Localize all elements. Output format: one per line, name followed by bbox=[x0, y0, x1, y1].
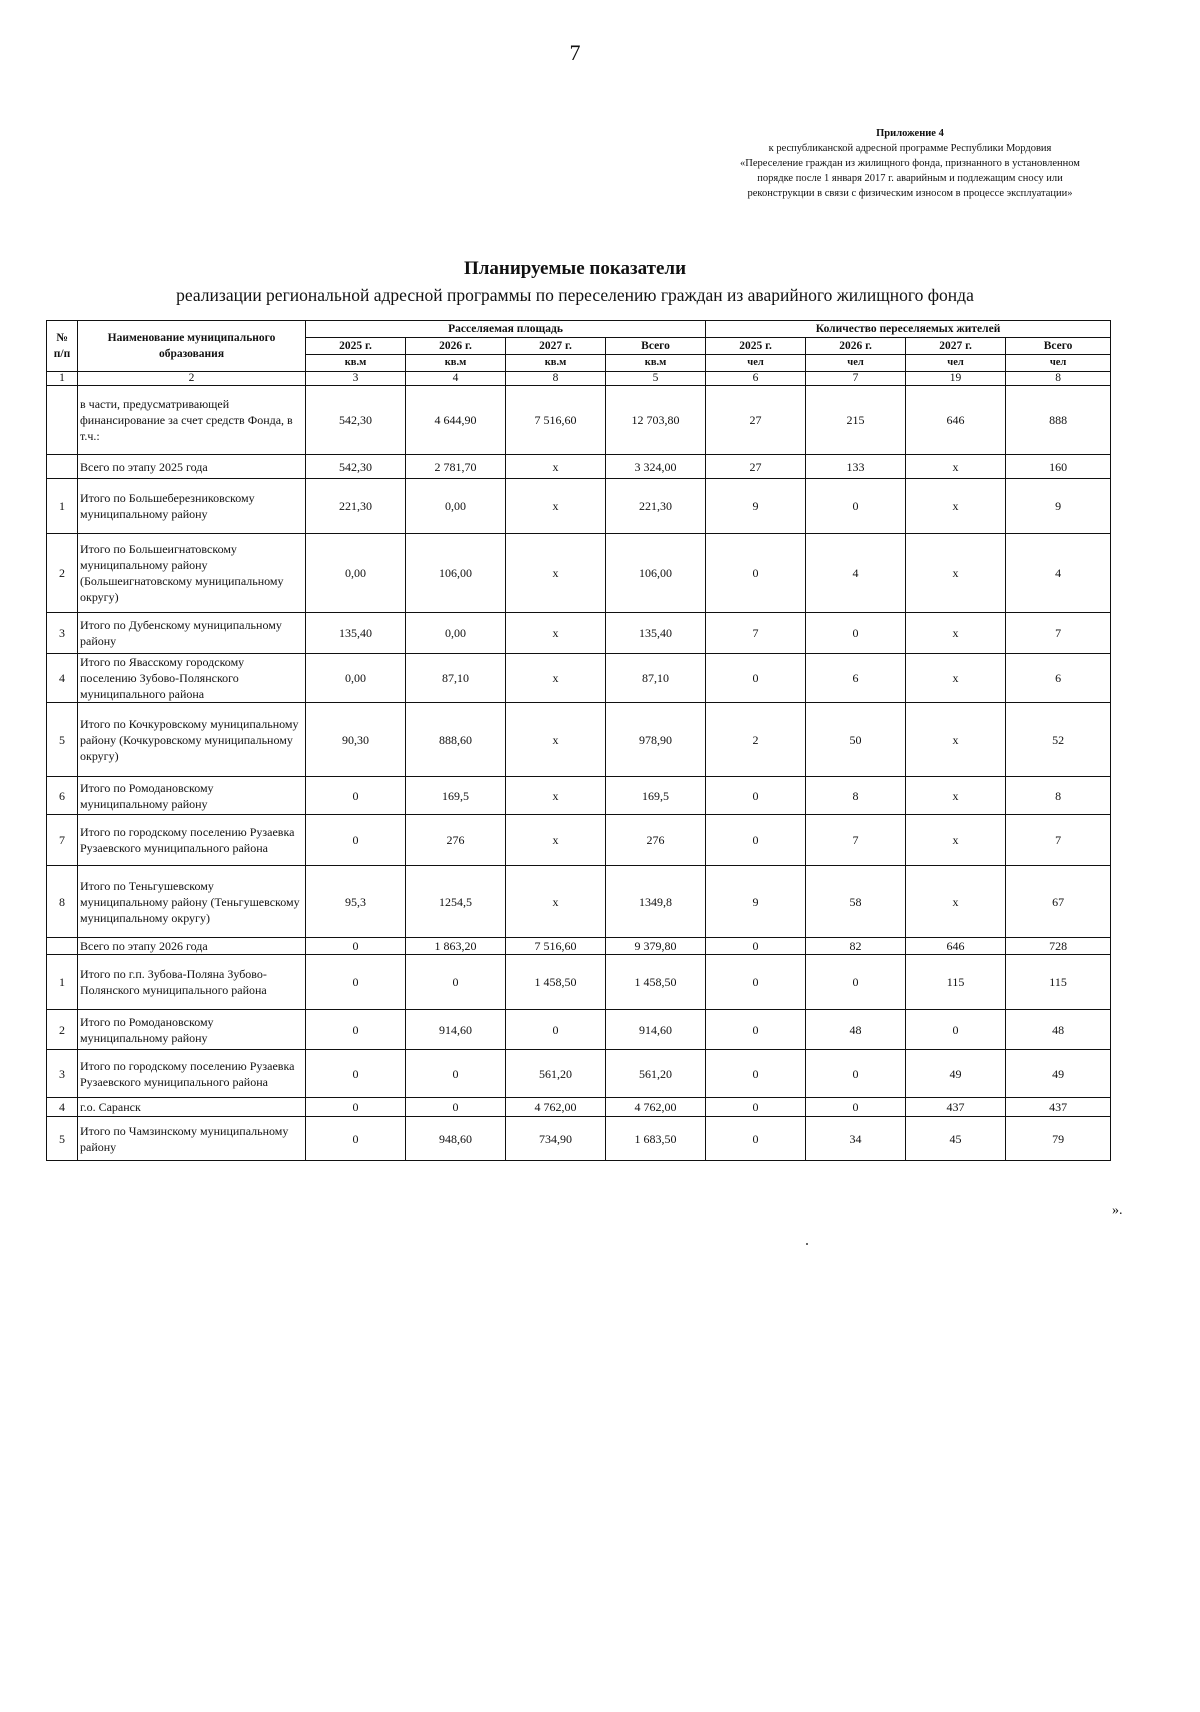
table-row bbox=[47, 455, 1111, 479]
area-value-cell: 4 644,90 bbox=[406, 386, 506, 455]
table-row bbox=[47, 386, 1111, 455]
residents-value-cell: 888 bbox=[1006, 386, 1111, 455]
area-value-cell: 90,30 bbox=[306, 703, 406, 777]
row-number bbox=[47, 386, 78, 455]
area-value-cell: 2 781,70 bbox=[406, 455, 506, 479]
col-number-header: № п/п bbox=[47, 321, 78, 372]
page-number: 7 bbox=[569, 40, 581, 65]
residents-value-cell: 27 bbox=[706, 455, 806, 479]
area-value-cell: 0,00 bbox=[406, 613, 506, 654]
residents-value-cell: 0 bbox=[806, 613, 906, 654]
column-number: 5 bbox=[606, 372, 706, 386]
area-value-cell: x bbox=[506, 455, 606, 479]
municipality-name: Итого по Большеберезниковскому муниципальному району bbox=[78, 479, 306, 534]
residents-value-cell: 8 bbox=[806, 777, 906, 815]
residents-value-cell: 0 bbox=[706, 1010, 806, 1050]
residents-value-cell: 49 bbox=[1006, 1050, 1111, 1098]
residents-value-cell: 646 bbox=[906, 938, 1006, 955]
residents-value-cell: 9 bbox=[1006, 479, 1111, 534]
residents-value-cell: 52 bbox=[1006, 703, 1111, 777]
residents-value-cell: 0 bbox=[906, 1010, 1006, 1050]
area-value-cell: 7 516,60 bbox=[506, 938, 606, 955]
residents-value-cell: 2 bbox=[706, 703, 806, 777]
row-number: 4 bbox=[47, 654, 78, 703]
appendix-line: порядке после 1 января 2017 г. аварийным и подлежащим сносу или bbox=[757, 173, 1063, 184]
area-value-cell: 0 bbox=[306, 955, 406, 1010]
area-value-cell: 542,30 bbox=[306, 455, 406, 479]
residents-value-cell: 115 bbox=[906, 955, 1006, 1010]
area-value-cell: x bbox=[506, 866, 606, 938]
table-row bbox=[47, 654, 1111, 703]
area-value-cell: 0,00 bbox=[406, 479, 506, 534]
area-value-cell: 0 bbox=[306, 1098, 406, 1117]
area-value-cell: 0 bbox=[306, 938, 406, 955]
residents-value-cell: 0 bbox=[706, 955, 806, 1010]
area-value-cell: 888,60 bbox=[406, 703, 506, 777]
table-row bbox=[47, 534, 1111, 613]
residents-value-cell: 4 bbox=[806, 534, 906, 613]
year-header: 2027 г. bbox=[506, 338, 606, 355]
row-number: 1 bbox=[47, 479, 78, 534]
appendix-line: реконструкции в связи с физическим износом в процессе эксплуатации» bbox=[747, 188, 1073, 199]
residents-value-cell: 34 bbox=[806, 1117, 906, 1161]
municipality-name: Итого по Чамзинскому муниципальному району bbox=[78, 1117, 306, 1161]
area-value-cell: x bbox=[506, 777, 606, 815]
area-value-cell: 9 379,80 bbox=[606, 938, 706, 955]
area-value-cell: 276 bbox=[606, 815, 706, 866]
area-value-cell: 0,00 bbox=[306, 654, 406, 703]
table-row bbox=[47, 479, 1111, 534]
area-value-cell: 1 458,50 bbox=[606, 955, 706, 1010]
table-row bbox=[47, 703, 1111, 777]
residents-value-cell: 9 bbox=[706, 866, 806, 938]
residents-value-cell: 48 bbox=[806, 1010, 906, 1050]
column-number: 2 bbox=[78, 372, 306, 386]
residents-value-cell: 728 bbox=[1006, 938, 1111, 955]
area-value-cell: 169,5 bbox=[406, 777, 506, 815]
indicators-table bbox=[46, 320, 1111, 1161]
residents-value-cell: 437 bbox=[1006, 1098, 1111, 1117]
residents-value-cell: 49 bbox=[906, 1050, 1006, 1098]
table-row bbox=[47, 777, 1111, 815]
residents-value-cell: 7 bbox=[806, 815, 906, 866]
column-number: 8 bbox=[506, 372, 606, 386]
area-value-cell: x bbox=[506, 815, 606, 866]
year-header: 2025 г. bbox=[706, 338, 806, 355]
table-row bbox=[47, 613, 1111, 654]
area-value-cell: 87,10 bbox=[406, 654, 506, 703]
residents-value-cell: 0 bbox=[806, 479, 906, 534]
area-value-cell: 0 bbox=[406, 1098, 506, 1117]
area-value-cell: 0 bbox=[306, 815, 406, 866]
area-value-cell: 106,00 bbox=[406, 534, 506, 613]
residents-value-cell: 437 bbox=[906, 1098, 1006, 1117]
residents-value-cell: 48 bbox=[1006, 1010, 1111, 1050]
column-number: 8 bbox=[1006, 372, 1111, 386]
area-value-cell: 0 bbox=[306, 1050, 406, 1098]
row-number: 5 bbox=[47, 1117, 78, 1161]
residents-value-cell: 0 bbox=[706, 654, 806, 703]
row-number: 2 bbox=[47, 534, 78, 613]
residents-value-cell: x bbox=[906, 534, 1006, 613]
residents-value-cell: 82 bbox=[806, 938, 906, 955]
col-name-header: Наименование муниципального образования bbox=[78, 321, 306, 372]
area-value-cell: 561,20 bbox=[606, 1050, 706, 1098]
column-number: 19 bbox=[906, 372, 1006, 386]
area-value-cell: x bbox=[506, 613, 606, 654]
unit-header: чел bbox=[1006, 355, 1111, 372]
residents-value-cell: 0 bbox=[706, 1050, 806, 1098]
column-number: 1 bbox=[47, 372, 78, 386]
municipality-name: Итого по городскому поселению Рузаевка Рузаевского муниципального района bbox=[78, 815, 306, 866]
residents-value-cell: x bbox=[906, 654, 1006, 703]
row-number: 2 bbox=[47, 1010, 78, 1050]
residents-value-cell: 646 bbox=[906, 386, 1006, 455]
residents-value-cell: 115 bbox=[1006, 955, 1111, 1010]
area-value-cell: 135,40 bbox=[306, 613, 406, 654]
municipality-name: Итого по Теньгушевскому муниципальному району (Теньгушевскому муниципальному округу) bbox=[78, 866, 306, 938]
year-header: Всего bbox=[1006, 338, 1111, 355]
area-value-cell: 221,30 bbox=[306, 479, 406, 534]
row-number: 3 bbox=[47, 1050, 78, 1098]
area-value-cell: 87,10 bbox=[606, 654, 706, 703]
residents-value-cell: 50 bbox=[806, 703, 906, 777]
row-number bbox=[47, 455, 78, 479]
group-people-header: Количество переселяемых жителей bbox=[706, 321, 1111, 338]
residents-value-cell: 215 bbox=[806, 386, 906, 455]
residents-value-cell: 6 bbox=[806, 654, 906, 703]
row-number bbox=[47, 938, 78, 955]
area-value-cell: 561,20 bbox=[506, 1050, 606, 1098]
area-value-cell: 0 bbox=[306, 1010, 406, 1050]
appendix-line: «Переселение граждан из жилищного фонда, признанного в установленном bbox=[740, 158, 1080, 169]
residents-value-cell: 0 bbox=[706, 938, 806, 955]
row-number: 4 bbox=[47, 1098, 78, 1117]
area-value-cell: 1 458,50 bbox=[506, 955, 606, 1010]
area-value-cell: 1254,5 bbox=[406, 866, 506, 938]
table-row bbox=[47, 1050, 1111, 1098]
column-number: 3 bbox=[306, 372, 406, 386]
area-value-cell: x bbox=[506, 534, 606, 613]
area-value-cell: 0 bbox=[306, 777, 406, 815]
residents-value-cell: 133 bbox=[806, 455, 906, 479]
area-value-cell: 0 bbox=[506, 1010, 606, 1050]
residents-value-cell: 58 bbox=[806, 866, 906, 938]
residents-value-cell: x bbox=[906, 777, 1006, 815]
residents-value-cell: 9 bbox=[706, 479, 806, 534]
table-row bbox=[47, 1117, 1111, 1161]
area-value-cell: 4 762,00 bbox=[606, 1098, 706, 1117]
scan-artifact bbox=[806, 1243, 808, 1245]
area-value-cell: 4 762,00 bbox=[506, 1098, 606, 1117]
municipality-name: г.о. Саранск bbox=[78, 1098, 306, 1117]
area-value-cell: 734,90 bbox=[506, 1117, 606, 1161]
unit-header: кв.м bbox=[306, 355, 406, 372]
column-number: 6 bbox=[706, 372, 806, 386]
residents-value-cell: 0 bbox=[806, 1098, 906, 1117]
area-value-cell: x bbox=[506, 479, 606, 534]
municipality-name: Итого по г.п. Зубова-Поляна Зубово-Полянского муниципального района bbox=[78, 955, 306, 1010]
residents-value-cell: 7 bbox=[1006, 613, 1111, 654]
appendix-line: к республиканской адресной программе Республики Мордовия bbox=[768, 143, 1052, 154]
area-value-cell: 95,3 bbox=[306, 866, 406, 938]
table-row bbox=[47, 866, 1111, 938]
municipality-name: Итого по Дубенскому муниципальному району bbox=[78, 613, 306, 654]
municipality-name: Итого по Кочкуровскому муниципальному району (Кочкуровскому муниципальному округу) bbox=[78, 703, 306, 777]
row-number: 6 bbox=[47, 777, 78, 815]
area-value-cell: 914,60 bbox=[406, 1010, 506, 1050]
unit-header: кв.м bbox=[506, 355, 606, 372]
municipality-name: Итого по городскому поселению Рузаевка Рузаевского муниципального района bbox=[78, 1050, 306, 1098]
residents-value-cell: 0 bbox=[706, 815, 806, 866]
year-header: 2026 г. bbox=[406, 338, 506, 355]
document-subtitle: реализации региональной адресной программы по переселению граждан из аварийного жилищного фонда bbox=[176, 285, 974, 305]
residents-value-cell: 160 bbox=[1006, 455, 1111, 479]
table-row bbox=[47, 1010, 1111, 1050]
row-number: 1 bbox=[47, 955, 78, 1010]
residents-value-cell: x bbox=[906, 613, 1006, 654]
unit-header: чел bbox=[906, 355, 1006, 372]
table-row bbox=[47, 938, 1111, 955]
residents-value-cell: 0 bbox=[806, 1050, 906, 1098]
municipality-name: в части, предусматривающей финансирование за счет средств Фонда, в т.ч.: bbox=[78, 386, 306, 455]
column-number: 4 bbox=[406, 372, 506, 386]
municipality-name: Итого по Ромодановскому муниципальному району bbox=[78, 777, 306, 815]
area-value-cell: 106,00 bbox=[606, 534, 706, 613]
residents-value-cell: 8 bbox=[1006, 777, 1111, 815]
row-number: 7 bbox=[47, 815, 78, 866]
residents-value-cell: 67 bbox=[1006, 866, 1111, 938]
area-value-cell: 7 516,60 bbox=[506, 386, 606, 455]
column-number: 7 bbox=[806, 372, 906, 386]
residents-value-cell: 79 bbox=[1006, 1117, 1111, 1161]
area-value-cell: 542,30 bbox=[306, 386, 406, 455]
area-value-cell: 914,60 bbox=[606, 1010, 706, 1050]
area-value-cell: 1 863,20 bbox=[406, 938, 506, 955]
closing-quote-mark: ». bbox=[1112, 1203, 1123, 1218]
area-value-cell: 3 324,00 bbox=[606, 455, 706, 479]
municipality-name: Итого по Большеигнатовскому муниципальному району (Большеигнатовскому муниципальному округу) bbox=[78, 534, 306, 613]
area-value-cell: 1 683,50 bbox=[606, 1117, 706, 1161]
area-value-cell: 135,40 bbox=[606, 613, 706, 654]
unit-header: чел bbox=[806, 355, 906, 372]
unit-header: кв.м bbox=[406, 355, 506, 372]
residents-value-cell: 0 bbox=[706, 777, 806, 815]
table-row bbox=[47, 955, 1111, 1010]
appendix-title: Приложение 4 bbox=[876, 128, 944, 139]
residents-value-cell: 0 bbox=[806, 955, 906, 1010]
group-area-header: Расселяемая площадь bbox=[306, 321, 706, 338]
area-value-cell: 1349,8 bbox=[606, 866, 706, 938]
municipality-name: Итого по Явасскому городскому поселению Зубово-Полянского муниципального района bbox=[78, 654, 306, 703]
residents-value-cell: x bbox=[906, 479, 1006, 534]
year-header: 2027 г. bbox=[906, 338, 1006, 355]
appendix-header bbox=[690, 126, 1130, 201]
residents-value-cell: 0 bbox=[706, 1098, 806, 1117]
residents-value-cell: 0 bbox=[706, 1117, 806, 1161]
unit-header: кв.м bbox=[606, 355, 706, 372]
area-value-cell: 0 bbox=[306, 1117, 406, 1161]
area-value-cell: 12 703,80 bbox=[606, 386, 706, 455]
residents-value-cell: 4 bbox=[1006, 534, 1111, 613]
area-value-cell: 0 bbox=[406, 955, 506, 1010]
area-value-cell: x bbox=[506, 703, 606, 777]
area-value-cell: 0 bbox=[406, 1050, 506, 1098]
row-number: 8 bbox=[47, 866, 78, 938]
area-value-cell: 0,00 bbox=[306, 534, 406, 613]
area-value-cell: 948,60 bbox=[406, 1117, 506, 1161]
municipality-name: Итого по Ромодановскому муниципальному району bbox=[78, 1010, 306, 1050]
residents-value-cell: 7 bbox=[706, 613, 806, 654]
row-number: 3 bbox=[47, 613, 78, 654]
residents-value-cell: x bbox=[906, 703, 1006, 777]
residents-value-cell: 45 bbox=[906, 1117, 1006, 1161]
residents-value-cell: 0 bbox=[706, 534, 806, 613]
area-value-cell: x bbox=[506, 654, 606, 703]
table-row bbox=[47, 815, 1111, 866]
area-value-cell: 169,5 bbox=[606, 777, 706, 815]
municipality-name: Всего по этапу 2025 года bbox=[78, 455, 306, 479]
table-row bbox=[47, 1098, 1111, 1117]
year-header: 2026 г. bbox=[806, 338, 906, 355]
residents-value-cell: 6 bbox=[1006, 654, 1111, 703]
residents-value-cell: x bbox=[906, 815, 1006, 866]
area-value-cell: 276 bbox=[406, 815, 506, 866]
table-body bbox=[47, 386, 1111, 1161]
unit-header: чел bbox=[706, 355, 806, 372]
residents-value-cell: x bbox=[906, 455, 1006, 479]
area-value-cell: 978,90 bbox=[606, 703, 706, 777]
document-title: Планируемые показатели bbox=[463, 258, 687, 279]
residents-value-cell: 7 bbox=[1006, 815, 1111, 866]
year-header: 2025 г. bbox=[306, 338, 406, 355]
municipality-name: Всего по этапу 2026 года bbox=[78, 938, 306, 955]
row-number: 5 bbox=[47, 703, 78, 777]
area-value-cell: 221,30 bbox=[606, 479, 706, 534]
year-header: Всего bbox=[606, 338, 706, 355]
residents-value-cell: x bbox=[906, 866, 1006, 938]
residents-value-cell: 27 bbox=[706, 386, 806, 455]
